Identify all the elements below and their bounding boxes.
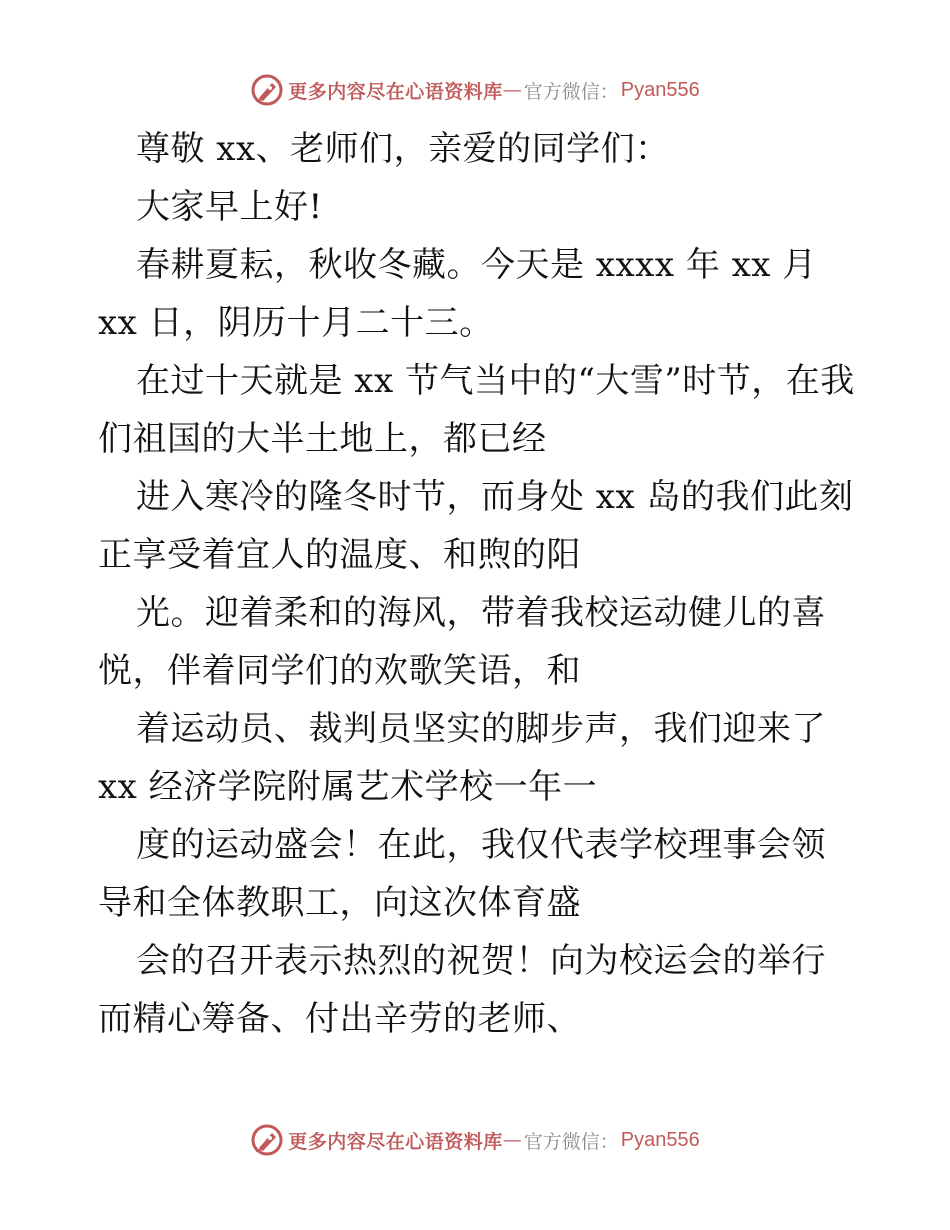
footer-site-text: 更多内容尽在心语资料库 — [288, 1130, 503, 1153]
paragraph-good-morning: 大家早上好! — [136, 187, 323, 227]
footer-wechat-id: Pyan556 — [620, 1128, 700, 1151]
paragraph-winter: 进入寒冷的隆冬时节，而身处 xx 岛的我们此刻正享受着宜人的温度、和煦的阳 — [98, 477, 854, 575]
paragraph-athletes: 着运动员、裁判员坚实的脚步声，我们迎来了 xx 经济学院附属艺术学校一年一 — [98, 709, 826, 807]
paragraph-date: 春耕夏耘，秋收冬藏。今天是 xxxx 年 xx 月 xx 日，阴历十月二十三。 — [98, 245, 817, 343]
document-body — [98, 120, 858, 1048]
header-wechat-label: 官方微信： — [523, 80, 619, 103]
paragraph-sunlight: 光。迎着柔和的海风，带着我校运动健儿的喜悦，伴着同学们的欢歌笑语，和 — [98, 593, 826, 691]
footer-banner — [0, 1120, 950, 1160]
footer-wechat-label: 官方微信： — [523, 1130, 619, 1153]
paragraph-congratulations: 会的召开表示热烈的祝贺！向为校运会的举行而精心筹备、付出辛劳的老师、 — [98, 941, 826, 1039]
footer-separator: — — [502, 1129, 522, 1151]
paragraph-season: 在过十天就是 xx 节气当中的“大雪”时节，在我们祖国的大半土地上，都已经 — [98, 361, 855, 459]
paragraph-greeting: 尊敬 xx、老师们，亲爱的同学们： — [136, 129, 670, 169]
paragraph-sports-meet: 度的运动盛会！在此，我仅代表学校理事会领导和全体教职工，向这次体育盛 — [98, 825, 826, 923]
pen-nib-circle-icon — [250, 73, 284, 107]
header-site-text: 更多内容尽在心语资料库 — [288, 80, 503, 103]
header-banner — [0, 70, 950, 110]
header-separator: — — [502, 79, 522, 101]
pen-nib-circle-icon — [250, 1123, 284, 1157]
header-wechat-id: Pyan556 — [620, 78, 700, 101]
